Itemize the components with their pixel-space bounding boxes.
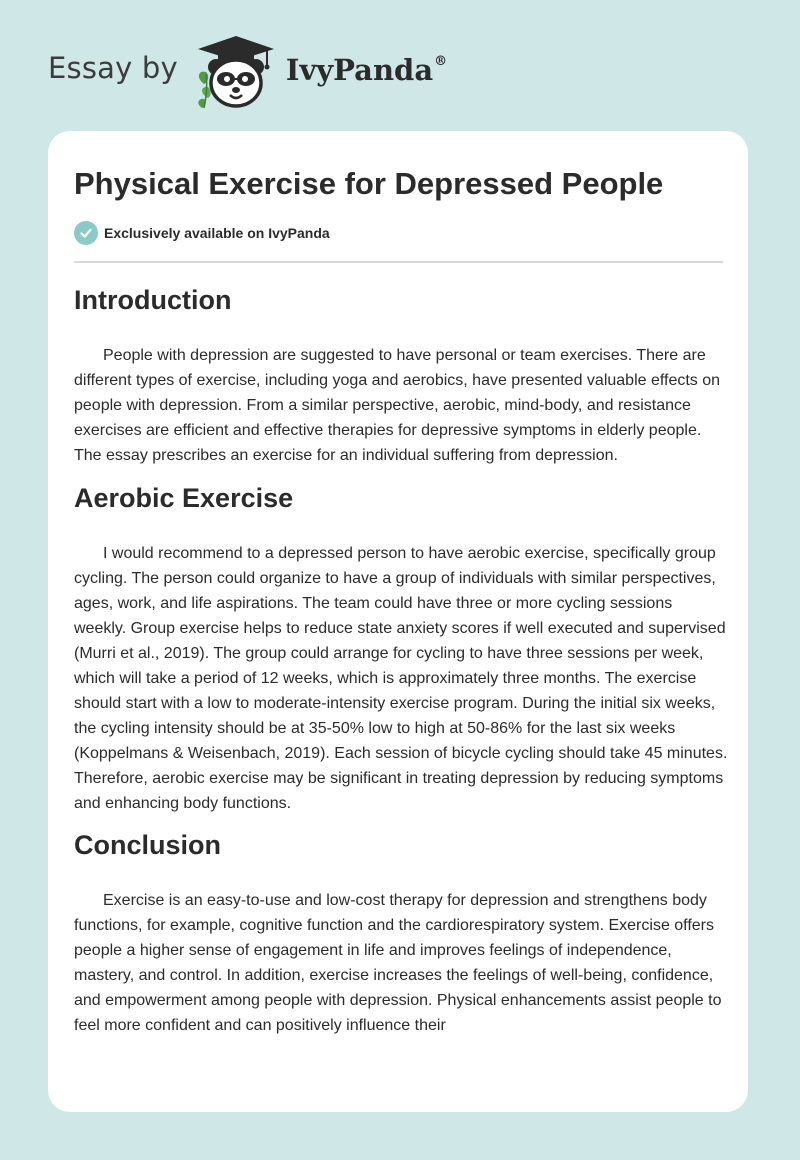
section-heading-introduction: Introduction xyxy=(74,285,232,315)
exclusive-badge xyxy=(74,221,330,245)
section-paragraph-conclusion: Exercise is an easy-to-use and low-cost therapy for depression and strengthens body functions, for example, cognitive function and the cardiorespiratory system. Exercise offers people a higher sense of engagement in life and improves feelings of independence, mastery, and control. In addition, exercise increases the feelings of well-being, confidence, and empowerment among people with depression. Physical enhancements assist people to feel more confident and can positively influence their xyxy=(74,892,722,1034)
section-heading-aerobic-exercise: Aerobic Exercise xyxy=(74,483,294,513)
section-heading-conclusion: Conclusion xyxy=(74,830,221,860)
page-title: Physical Exercise for Depressed People xyxy=(74,166,664,201)
essay-body xyxy=(74,280,728,1038)
essay-by-label: Essay by xyxy=(48,51,178,85)
section-paragraph-introduction: People with depression are suggested to have personal or team exercises. There are different types of exercise, including yoga and aerobics, have presented valuable effects on people with depression. From a similar perspective, aerobic, mind-body, and resistance exercises are efficient and effective therapies for depressive symptoms in elderly people. The essay prescribes an exercise for an individual suffering from depression. xyxy=(74,347,721,464)
essay-card xyxy=(48,131,748,1112)
ivypanda-logo-link[interactable] xyxy=(194,34,447,110)
divider xyxy=(74,261,723,263)
brand-name: IvyPanda® xyxy=(285,53,448,87)
panda-mascot-icon xyxy=(194,34,278,110)
check-circle-icon xyxy=(74,221,98,245)
section-paragraph-aerobic-exercise: I would recommend to a depressed person to have aerobic exercise, specifically group cycling. The person could organize to have a group of individuals with similar perspectives, ages, work, and life aspirations. The team could have three or more cycling sessions weekly. Group exercise helps to reduce state anxiety scores if well executed and supervised (Murri et al., 2019). The group could arrange for cycling to have three sessions per week, which will take a period of 12 weeks, which is approximately three months. The exercise should start with a low to moderate-intensity exercise program. During the initial six weeks, the cycling intensity should be at 35-50% low to high at 50-86% for the last six weeks (Koppelmans & Weisenbach, 2019). Each session of bicycle cycling should take 45 minutes. Therefore, aerobic exercise may be significant in treating depression by reducing symptoms and enhancing body functions. xyxy=(74,545,728,812)
badge-label: Exclusively available on IvyPanda xyxy=(104,225,330,241)
site-header xyxy=(48,34,447,110)
